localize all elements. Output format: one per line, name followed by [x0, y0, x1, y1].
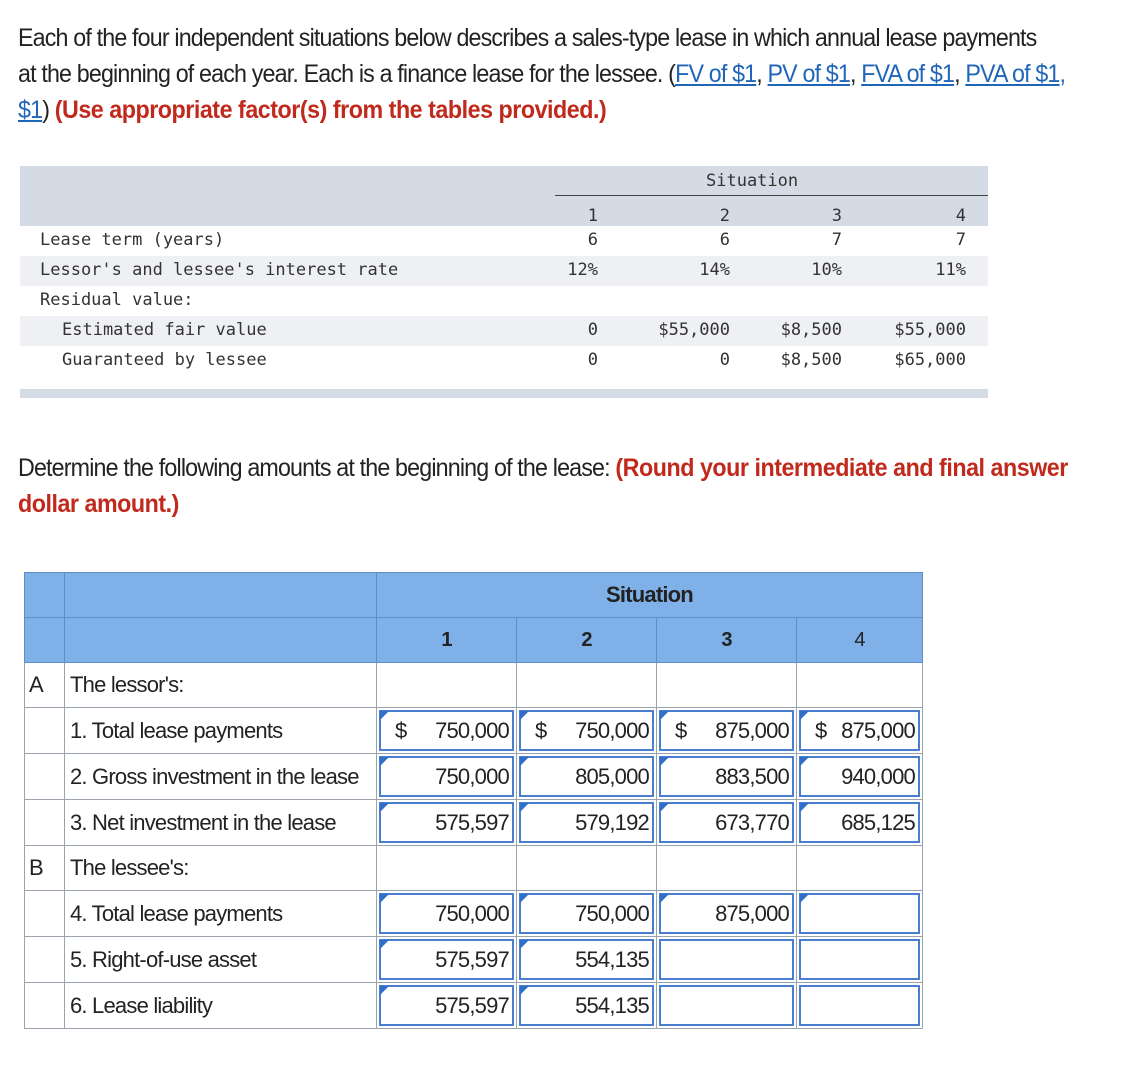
answer-table [24, 572, 923, 1029]
answer-row-4: 4. Total lease payments 750,000 750,000 875,000 [25, 891, 923, 937]
answer-input-4-1[interactable]: 750,000 [379, 893, 514, 934]
answer-input-1-3[interactable]: $ 875,000 [659, 710, 794, 751]
given-row-residual-value: Residual value: [40, 290, 194, 310]
given-situation-label: Situation [706, 171, 799, 191]
answer-row-5: 5. Right-of-use asset 575,597 554,135 [25, 937, 923, 983]
section-a-row [25, 663, 923, 708]
answer-col-3: 3 [657, 618, 797, 663]
section-b-label: The lessee's: [65, 846, 377, 891]
pva-table-link[interactable]: PVA of $1, [965, 60, 1066, 88]
answer-input-3-3[interactable]: 673,770 [659, 802, 794, 843]
answer-input-2-2[interactable]: 805,000 [519, 756, 654, 797]
answer-input-3-2[interactable]: 579,192 [519, 802, 654, 843]
round-instruction-cont: dollar amount.) [18, 490, 179, 518]
answer-input-6-1[interactable]: 575,597 [379, 985, 514, 1026]
answer-input-6-4[interactable] [799, 985, 920, 1026]
answer-input-1-4[interactable]: $ 875,000 [799, 710, 920, 751]
answer-col-2: 2 [517, 618, 657, 663]
answer-input-2-3[interactable]: 883,500 [659, 756, 794, 797]
given-row-estimated-fair-value: Estimated fair value 0 $55,000 $8,500 $55,000 [20, 316, 988, 346]
fva-table-link[interactable]: FVA of $1 [861, 60, 955, 88]
given-row-lease-term: Lease term (years) 6 6 7 7 [40, 230, 966, 250]
answer-input-3-1[interactable]: 575,597 [379, 802, 514, 843]
problem-intro [18, 20, 1066, 128]
given-footer-band [20, 389, 988, 398]
round-instruction: (Round your intermediate and final answer [615, 454, 1068, 482]
pva-table-link-cont[interactable]: $1 [18, 96, 43, 124]
section-a-label: The lessor's: [65, 663, 377, 708]
answer-input-5-3[interactable] [659, 939, 794, 980]
given-col-4: 4 [955, 206, 966, 226]
answer-header-columns [25, 618, 923, 663]
determine-instructions: Determine the following amounts at the beginning of the lease: (Round your intermediate and final answer dollar amount.) [18, 450, 1052, 522]
given-col-1: 1 [587, 206, 598, 226]
answer-input-6-3[interactable] [659, 985, 794, 1026]
given-row-guaranteed: Guaranteed by lessee 0 0 $8,500 $65,000 [62, 350, 966, 370]
answer-input-2-4[interactable]: 940,000 [799, 756, 920, 797]
answer-input-4-2[interactable]: 750,000 [519, 893, 654, 934]
answer-input-1-2[interactable]: $ 750,000 [519, 710, 654, 751]
answer-header-situation [25, 573, 923, 618]
answer-input-3-4[interactable]: 685,125 [799, 802, 920, 843]
section-a-letter: A [25, 663, 65, 708]
answer-input-5-2[interactable]: 554,135 [519, 939, 654, 980]
answer-input-4-3[interactable]: 875,000 [659, 893, 794, 934]
section-b-row [25, 846, 923, 891]
answer-input-5-1[interactable]: 575,597 [379, 939, 514, 980]
intro-line-3: $1) (Use appropriate factor(s) from the tables provided.) [18, 96, 607, 124]
answer-row-1: 1. Total lease payments $ 750,000 $ 750,000 $ 875,000 $ 875,000 [25, 708, 923, 754]
intro-line-2: at the beginning of each year. Each is a finance lease for the lessee. (FV of $1, PV of $1, FVA of $1, PVA of $1, [18, 60, 1066, 88]
factor-instruction: (Use appropriate factor(s) from the tables provided.) [54, 96, 607, 124]
answer-row-2: 2. Gross investment in the lease 750,000 805,000 883,500 940,000 [25, 754, 923, 800]
answer-input-4-4[interactable] [799, 893, 920, 934]
answer-input-5-4[interactable] [799, 939, 920, 980]
answer-input-2-1[interactable]: 750,000 [379, 756, 514, 797]
answer-col-4: 4 [797, 618, 923, 663]
answer-situation-label: Situation [377, 573, 923, 618]
fv-table-link[interactable]: FV of $1 [675, 60, 757, 88]
pv-table-link[interactable]: PV of $1 [767, 60, 851, 88]
given-header-rule [555, 195, 988, 196]
given-col-2: 2 [719, 206, 730, 226]
answer-row-6: 6. Lease liability 575,597 554,135 [25, 983, 923, 1029]
intro-line-1: Each of the four independent situations below describes a sales-type lease in which annual lease payments [18, 24, 1037, 52]
answer-col-1: 1 [377, 618, 517, 663]
answer-input-6-2[interactable]: 554,135 [519, 985, 654, 1026]
answer-input-1-1[interactable]: $ 750,000 [379, 710, 514, 751]
answer-row-3: 3. Net investment in the lease 575,597 579,192 673,770 685,125 [25, 800, 923, 846]
given-header [20, 166, 988, 226]
given-data-table [20, 166, 988, 398]
given-col-3: 3 [831, 206, 842, 226]
section-b-letter: B [25, 846, 65, 891]
given-row-interest-rate: Lessor's and lessee's interest rate 12% 14% 10% 11% [20, 256, 988, 286]
